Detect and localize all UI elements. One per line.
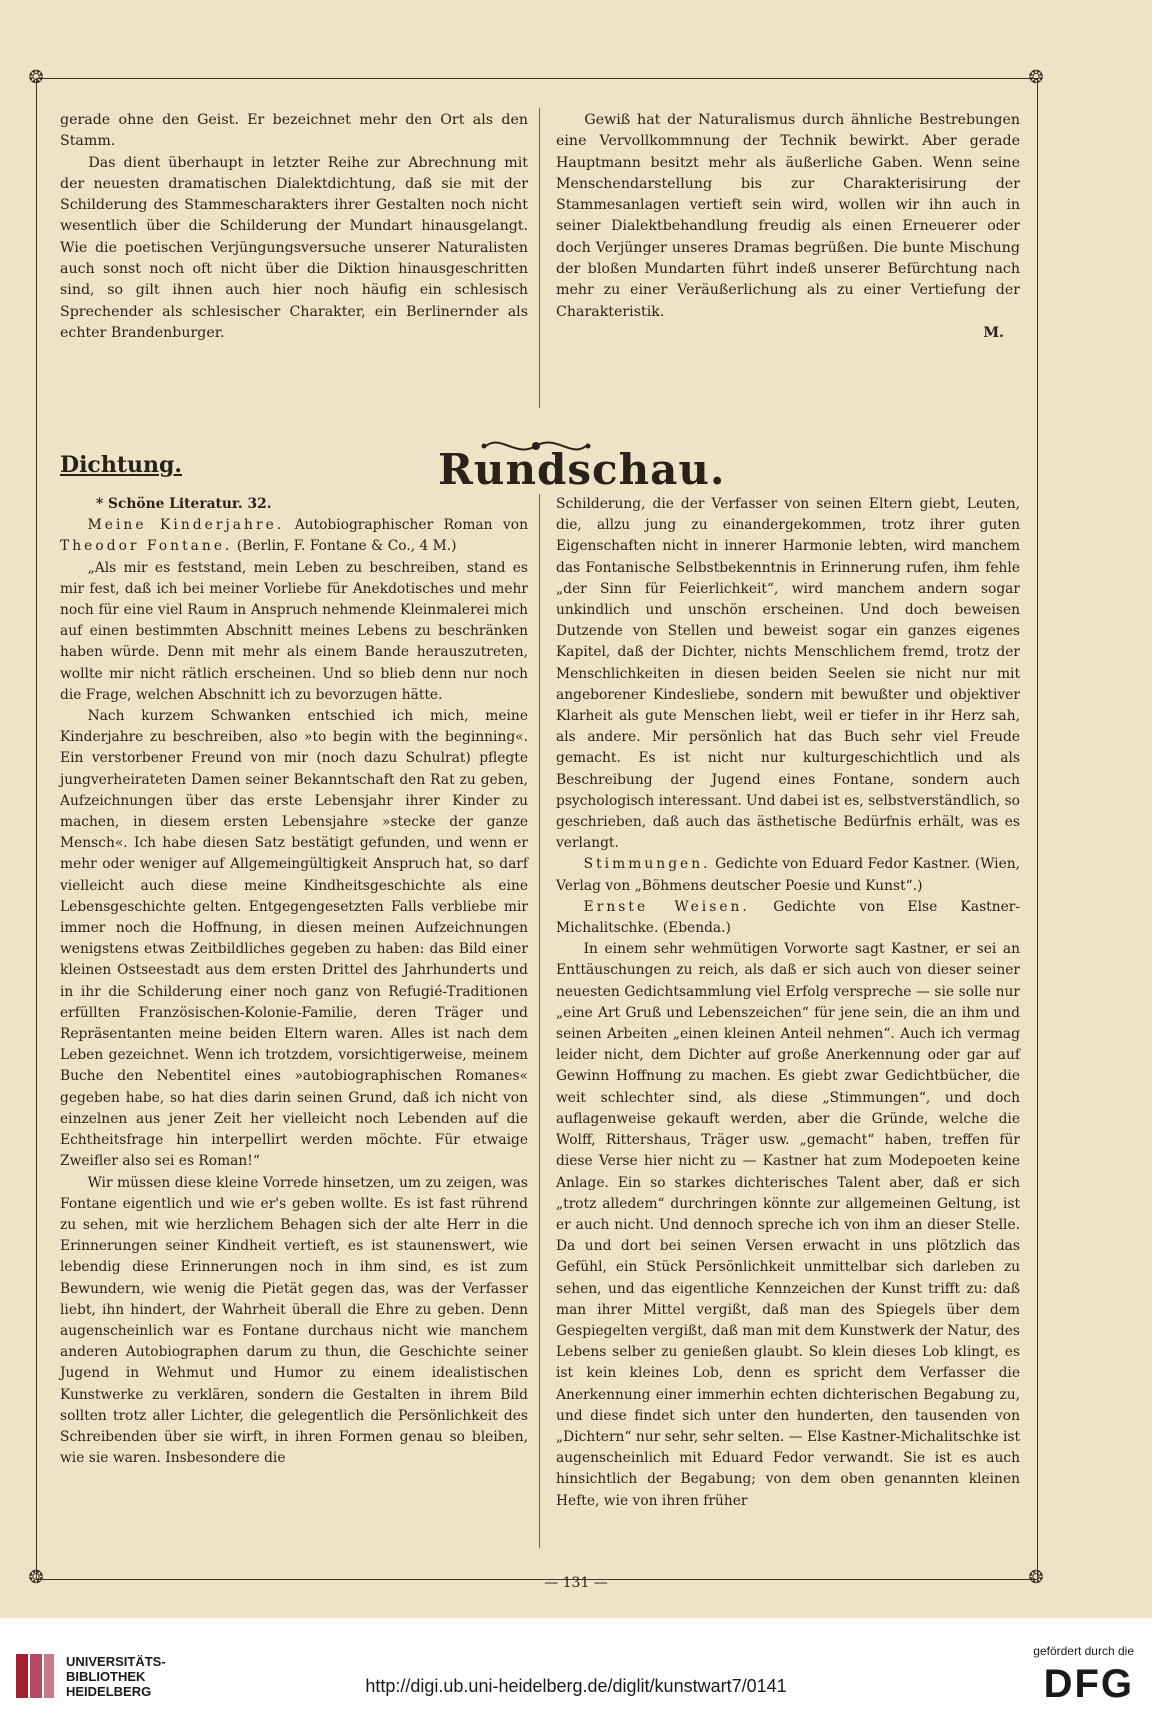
paragraph: Wir müssen diese kleine Vorrede hinsetzen, um zu zeigen, was Fontane eigentlich und wie er's geben wollte. Es ist fast rührend zu sehen, mit wie herzlichem Behagen sich der alte Herr in die Erinnerungen seiner Kindheit vertieft, es ist staunenswert, wie lebendig diese Erinnerungen noch in ihm sind, es ist zum Bewundern, wie wenig die Pietät gegen das, was der Verfasser liebt, ihn hindert, der Wahrheit überall die Ehre zu geben. Denn augenscheinlich war es Fontane durchaus nicht wie manchem anderen Autobiographen darum zu thun, die Geschichte seiner Jugend in Wehmut und Humor zu einem idealistischen Kunstwerke zu verklären, sondern die Gestalten in ihrem Bild sollten trotz aller Lichter, die gelegentlich die Persönlichkeit des Schreibenden über sie wirft, in ihren Formen genau so bleiben, wie sie waren. Insbesondere die (60, 1174, 528, 1467)
review-entry (556, 897, 1020, 939)
paragraph: Nach kurzem Schwanken entschied ich mich, meine Kinderjahre zu beschreiben, also »to begin with the beginning«. Ein verstorbener Freund von mir (noch dazu Schulrat) pflegte jungverheirateten Damen seiner Bekanntschaft den Rat zu geben, Aufzeichnungen über das erste Lebensjahr ihrer Kinder zu machen, in diesem ersten Lebensjahre »stecke der ganze Mensch«. Ich habe diesen Satz bestätigt gefunden, und wenn er mehr oder weniger auf Allgemeingültigkeit Anspruch hat, so darf vielleicht auch diese meine Kindheitsgeschichte als eine Lebensgeschichte gelten. Entgegengesetzten Falls verbliebe mir immer noch die Hoffnung, in diesen meinen Aufzeichnungen wenigstens etwas Zeitbildliches gegeben zu haben: das Bild einer kleinen Ostseestadt aus dem ersten Drittel des Jahrhunderts und in ihr die Schilderung einer noch ganz von Refugié-Traditionen erfüllten Französischen-Kolonie-Familie, deren Träger und Repräsentanten meine beiden Eltern waren. Alles ist nach dem Leben gezeichnet. Wenn ich trotzdem, vorsichtigerweise, meinem Buche den Nebentitel eines »autobiographischen Romanes« gegeben habe, so hat dies darin seinen Grund, daß ich nicht von einzelnen aus jener Zeit her vielleicht noch Lebenden auf die Echtheitsfrage hin interpellirt werden möchte. Für etwaige Zweifler also sei es Roman!“ (60, 708, 528, 1170)
paragraph: „Als mir es feststand, mein Leben zu beschreiben, stand es mir fest, daß ich bei meiner Vorliebe für Anekdotisches und mehr noch für eine viel Raum in Anspruch nehmende Kleinmalerei mich auf einen bestimmten Abschnitt meines Lebens zu beschränken haben würde. Denn mit mehr als einem Bande herauszutreten, wollte mir nicht rätlich erscheinen. Und so blieb denn nur noch die Frage, welchen Abschnitt ich zu bevorzugen hätte. (60, 559, 528, 703)
paragraph: Gewiß hat der Naturalismus durch ähnliche Bestrebungen eine Vervollkommnung der Technik bewirkt. Aber gerade Hauptmann besitzt mehr als äußerliche Gaben. Wenn seine Menschendarstellung bis zur Charakterisirung der Stammesanlagen vertieft sein wird, wollen wir ihn auch in seiner Dialektbehandlung freudig als einen Erneuerer oder doch Verjünger unseres Dramas begrüßen. Die bunte Mischung der bloßen Mundarten führt indeß unserer Befürchtung nach mehr zu einer Veräußerlichung als zu einer Vertiefung der Charakteristik. (556, 112, 1020, 320)
corner-ornament-icon: ❂ (28, 1567, 44, 1588)
page-title: Rundschau. (438, 445, 726, 494)
paragraph: Das dient überhaupt in letzter Reihe zur Abrechnung mit der neuesten dramatischen Dialektdichtung, daß sie mit der Schilderung des Stammescharakters ihrer Gestalten noch nicht wesentlich über die Schilderung der Mundart hinausgelangt. Wie die poetischen Verjüngungsversuche unserer Naturalisten auch sonst noch oft nicht über die Diktion hinausgeschritten sind, so gilt ihnen auch hier noch häufig ein schlesisch Sprechender als schlesischer Charakter, ein Berlinernder als echter Brandenburger. (60, 154, 528, 341)
review-title: Ernste Weisen. (583, 898, 750, 915)
column-divider (539, 494, 540, 1548)
book-meta: Autobiographischer Roman von (294, 517, 528, 534)
paragraph: Schilderung, die der Verfasser von seinen Eltern giebt, Leuten, die, allzu jung zu einandergekommen, trotz ihrer guten Eigenschaften nicht in innerer Harmonie lebten, wird manchem das Fontanische Selbstbekenntnis in Erinnerung rufen, ihm fehle „der Sinn für Feierlichkeit“, wird manchem andern sogar unkindlich und unschön erscheinen. Und doch beweisen Dutzende von Stellen und beweist sogar ein ganzes eigenes Kapitel, daß der Dichter, nichts Menschlichem fremd, trotz der Menschlichkeiten in diesen beiden Seelen sie nicht nur mit angeborener Kindesliebe, sondern mit bewußter und objektiver Klarheit als gute Menschen liebt, weil er tiefer in ihr Herz sah, als andere. Mir persönlich hat das Buch sehr viel Freude gemacht. Es ist nicht nur kulturgeschichtlich und als Beschreibung der Jugend eines Fontane, sondern auch psychologisch interessant. Und dabei ist es, selbstverständlich, so geschrieben, daß auch das ästhetische Bedürfnis erhält, was es verlangt. (556, 496, 1020, 852)
paragraph: In einem sehr wehmütigen Vorworte sagt Kastner, er sei an Enttäuschungen zu reich, als daß er sich auch von dieser seiner neuesten Gedichtsammlung viel Erfolg verspreche — sie solle nur „eine Art Gruß und Lebenszeichen“ für jene sein, die an ihm und seinen Arbeiten „einen kleinen Anteil nehmen“. Auch ich vermag leider nicht, dem Dichter auf große Anerkennung oder gar auf Gewinn Hoffnung zu machen. Es giebt zwar Gedichtbücher, die weit schlechter sind, als diese „Stimmungen“, und doch auflagenweise gekauft werden, aber die Gründe, welche die Wolff, Rittershaus, Träger usw. „gemacht“ haben, treffen für diese Verse hier nicht zu — Kastner hat zum Modepoeten keine Anlage. Ein so starkes dichterisches Talent aber, daß er sich „trotz alledem“ durchringen könnte zur allgemeinen Geltung, ist er auch nicht. Und dennoch spreche ich von ihm an dieser Stelle. Da und dort bei seinen Versen erwacht in uns plötzlich das Gefühl, ein Stück Persönlichkeit unmittelbar sich darleben zu sehen, und das eigentliche Kennzeichen der Kunst trifft zu: daß man ihrer Mittel vergißt, daß man des Spiegels über dem Gespiegelten vergißt, daß man mit dem Kunstwerk der Natur, des Lebens selber zu genießen glaubt. So klein dieses Lob klingt, es ist kein kleines Lob, denn es spricht dem Verfasser die Anerkennung einer immerhin echten dichterischen Begabung zu, und diese findet sich unter den hunderten, den tausenden von „Dichtern“ nur sehr, sehr selten. — Else Kastner-Michalitschke ist augenscheinlich mit Eduard Fedor verwandt. Sie ist es auch hinsichtlich der Begabung; von dem oben genannten kleinen Hefte, wie von ihren früher (556, 941, 1020, 1509)
funder-label: gefördert durch die (1033, 1644, 1134, 1658)
page-number: — 131 — (544, 1575, 608, 1591)
section-label: Dichtung. (60, 452, 183, 478)
paragraph: gerade ohne den Geist. Er bezeichnet mehr den Ort als den Stamm. (60, 112, 528, 150)
corner-ornament-icon: ❂ (28, 67, 44, 88)
main-left-column (60, 494, 528, 1469)
corner-ornament-icon: ❂ (1028, 67, 1044, 88)
author-signature: M. (983, 324, 1004, 341)
column-divider (539, 108, 540, 408)
review-meta: Gedichte von Eduard Fedor Kastner. (Wien, Verlag von „Böhmens deutscher Poesie und Kunst“.) (556, 856, 1021, 894)
book-entry (60, 515, 528, 557)
institution-line: BIBLIOTHEK (66, 1669, 146, 1684)
document-url-link[interactable]: http://digi.ub.uni-heidelberg.de/diglit/kunstwart7/0141 (365, 1676, 787, 1696)
top-right-column (556, 110, 1020, 344)
book-author: Theodor Fontane. (60, 538, 233, 555)
book-publisher: (Berlin, F. Fontane & Co., 4 M.) (236, 538, 457, 555)
viewer-footer (0, 1618, 1152, 1716)
main-right-column (556, 494, 1020, 1512)
dfg-logo: DFG (1043, 1662, 1134, 1706)
institution-line: HEIDELBERG (66, 1684, 152, 1699)
institution-line: UNIVERSITÄTS- (66, 1654, 166, 1669)
review-entry (556, 854, 1020, 896)
review-title: Stimmungen. (583, 856, 711, 873)
review-meta: Gedichte von Else Kastner-Michalitschke. (Ebenda.) (556, 898, 1020, 937)
top-left-column (60, 110, 528, 344)
column-heading: * Schöne Literatur. 32. (96, 496, 272, 512)
corner-ornament-icon: ❂ (1028, 1567, 1044, 1588)
book-title: Meine Kinderjahre. (87, 517, 285, 534)
